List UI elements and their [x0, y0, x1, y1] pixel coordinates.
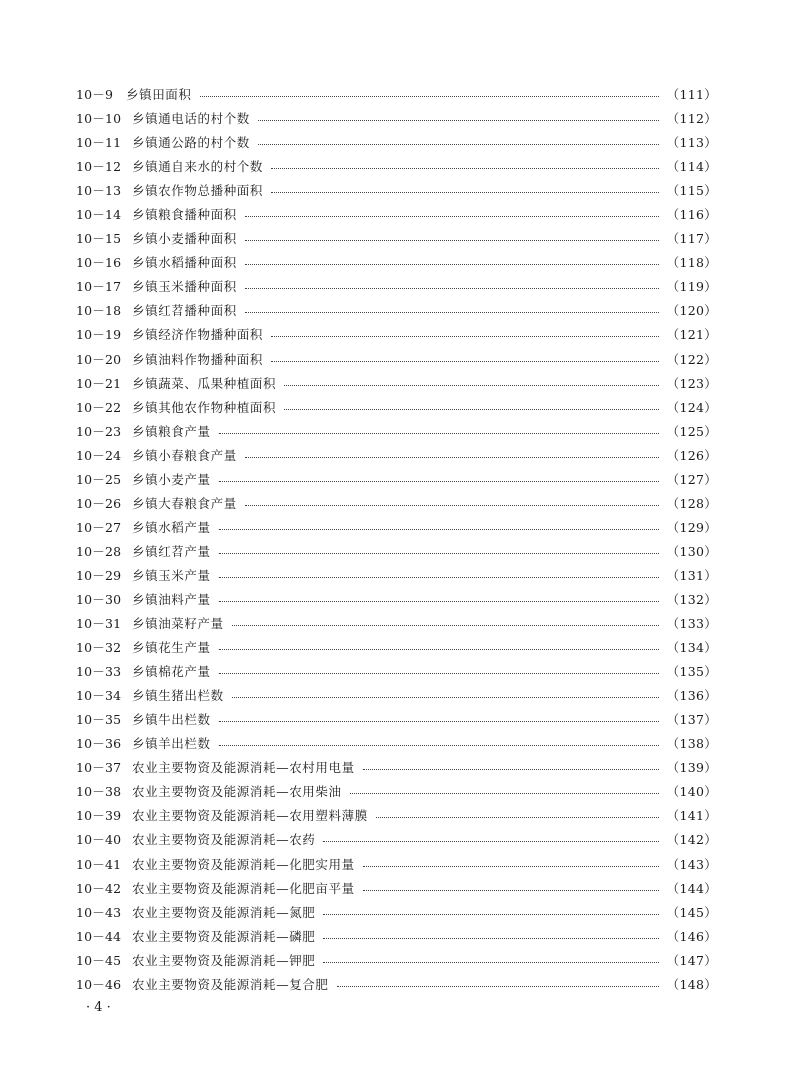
dot-leader — [323, 913, 658, 915]
toc-entry[interactable] — [76, 827, 717, 851]
toc-entry[interactable] — [76, 491, 717, 515]
toc-entry-title: 乡镇水稻产量 — [132, 519, 211, 535]
toc-entry-number: 10－41 — [76, 856, 122, 872]
toc-entry[interactable] — [76, 371, 717, 395]
dot-leader — [363, 768, 659, 770]
toc-entry-number: 10－12 — [76, 159, 122, 175]
dot-leader — [219, 648, 659, 650]
toc-entry-title: 农业主要物资及能源消耗—复合肥 — [132, 976, 329, 992]
toc-entry[interactable] — [76, 539, 717, 563]
toc-entry-number: 10－18 — [76, 303, 122, 319]
toc-entry-number: 10－11 — [76, 135, 122, 151]
toc-entry-number: 10－46 — [76, 976, 122, 992]
toc-entry[interactable] — [76, 900, 717, 924]
dot-leader — [219, 600, 659, 602]
toc-entry-page: （135） — [666, 664, 717, 680]
toc-entry-number: 10－35 — [76, 712, 122, 728]
toc-entry-number: 10－29 — [76, 567, 122, 583]
toc-entry-title: 农业主要物资及能源消耗—化肥实用量 — [132, 856, 355, 872]
toc-entry-number: 10－33 — [76, 664, 122, 680]
toc-entry[interactable] — [76, 250, 717, 274]
toc-entry-page: （138） — [666, 736, 717, 752]
dot-leader — [376, 816, 659, 818]
dot-leader — [323, 961, 658, 963]
toc-entry-title: 乡镇棉花产量 — [132, 664, 211, 680]
toc-entry-page: （128） — [666, 495, 717, 511]
toc-entry-title: 乡镇羊出栏数 — [132, 736, 211, 752]
toc-entry[interactable] — [76, 226, 717, 250]
toc-entry[interactable] — [76, 563, 717, 587]
toc-entry-title: 乡镇油料作物播种面积 — [132, 351, 264, 367]
toc-entry-number: 10－30 — [76, 592, 122, 607]
dot-leader — [219, 480, 659, 482]
toc-entry[interactable] — [76, 130, 717, 154]
toc-entry-page: （111） — [666, 87, 717, 103]
toc-entry-title: 乡镇水稻播种面积 — [132, 255, 237, 271]
toc-entry-title: 农业主要物资及能源消耗—磷肥 — [132, 928, 316, 944]
dot-leader — [363, 865, 659, 867]
toc-entry[interactable] — [76, 635, 717, 659]
toc-entry-number: 10－25 — [76, 471, 122, 487]
toc-entry[interactable] — [76, 395, 717, 419]
toc-entry-title: 农业主要物资及能源消耗—农药 — [132, 832, 316, 848]
toc-entry-title: 乡镇油料产量 — [132, 592, 211, 607]
dot-leader — [219, 720, 659, 722]
toc-entry-title: 乡镇田面积 — [126, 87, 192, 103]
toc-entry[interactable] — [76, 924, 717, 948]
toc-entry-title: 乡镇通电话的村个数 — [132, 111, 250, 127]
dot-leader — [219, 576, 659, 578]
toc-entry[interactable] — [76, 852, 717, 876]
toc-entry-title: 乡镇红苕产量 — [132, 543, 211, 559]
toc-entry-page: （147） — [666, 952, 717, 968]
toc-entry-title: 乡镇经济作物播种面积 — [132, 327, 264, 343]
toc-entry-title: 农业主要物资及能源消耗—农用塑料薄膜 — [132, 808, 368, 824]
dot-leader — [219, 432, 659, 434]
toc-entry-page: （126） — [666, 447, 717, 463]
toc-entry-title: 乡镇小麦产量 — [132, 471, 211, 487]
toc-entry-number: 10－39 — [76, 808, 122, 824]
toc-entry-number: 10－28 — [76, 543, 122, 559]
toc-entry-number: 10－34 — [76, 688, 122, 704]
toc-entry-number: 10－24 — [76, 447, 122, 463]
dot-leader — [323, 937, 658, 939]
toc-entry-page: （127） — [666, 471, 717, 487]
toc-entry-title: 农业主要物资及能源消耗—钾肥 — [132, 952, 316, 968]
toc-entry-title: 乡镇牛出栏数 — [132, 712, 211, 728]
toc-entry-number: 10－44 — [76, 928, 122, 944]
toc-entry-number: 10－38 — [76, 784, 122, 800]
toc-entry-page: （145） — [666, 904, 717, 920]
toc-entry-number: 10－37 — [76, 760, 122, 776]
toc-entry-page: （144） — [666, 880, 717, 896]
dot-leader — [232, 696, 659, 698]
toc-entry-title: 乡镇通自来水的村个数 — [132, 159, 264, 175]
toc-entry-title: 乡镇小春粮食产量 — [132, 447, 237, 463]
toc-entry-title: 乡镇大春粮食产量 — [132, 495, 237, 511]
toc-entry-title: 乡镇通公路的村个数 — [132, 135, 250, 151]
toc-entry-page: （125） — [666, 423, 717, 439]
toc-entry[interactable] — [76, 515, 717, 539]
toc-entry[interactable] — [76, 587, 717, 611]
toc-entry-title: 乡镇其他农作物种植面积 — [132, 399, 277, 415]
dot-leader — [245, 456, 659, 458]
dot-leader — [271, 360, 659, 362]
toc-entry-title: 农业主要物资及能源消耗—农村用电量 — [132, 760, 355, 776]
toc-entry-page: （139） — [666, 760, 717, 776]
toc-entry[interactable] — [76, 683, 717, 707]
toc-entry[interactable] — [76, 178, 717, 202]
toc-entry-number: 10－27 — [76, 519, 122, 535]
toc-entry-page: （129） — [666, 519, 717, 535]
toc-entry-number: 10－9 — [76, 87, 114, 103]
toc-entry[interactable] — [76, 948, 717, 972]
toc-entry-page: （143） — [666, 856, 717, 872]
dot-leader — [200, 95, 659, 97]
toc-entry[interactable] — [76, 419, 717, 443]
toc-entry-page: （146） — [666, 928, 717, 944]
dot-leader — [284, 384, 659, 386]
page-number: · 4 · — [86, 1000, 111, 1015]
toc-entry[interactable] — [76, 755, 717, 779]
toc-entry[interactable] — [76, 731, 717, 755]
toc-entry-page: （136） — [666, 688, 717, 704]
dot-leader — [219, 552, 659, 554]
toc-entry-page: （119） — [666, 279, 717, 295]
dot-leader — [271, 167, 659, 169]
toc-entry-title: 农业主要物资及能源消耗—农用柴油 — [132, 784, 342, 800]
toc-entry-title: 乡镇生猪出栏数 — [132, 688, 224, 704]
toc-entry-title: 乡镇玉米播种面积 — [132, 279, 237, 295]
toc-entry[interactable] — [76, 467, 717, 491]
toc-entry-number: 10－17 — [76, 279, 122, 295]
toc-entry-number: 10－16 — [76, 255, 122, 271]
toc-entry-number: 10－42 — [76, 880, 122, 896]
toc-entry-number: 10－22 — [76, 399, 122, 415]
toc-entry-page: （113） — [666, 135, 717, 151]
toc-entry-number: 10－31 — [76, 616, 122, 632]
toc-entry-number: 10－45 — [76, 952, 122, 968]
toc-entry-page: （130） — [666, 543, 717, 559]
dot-leader — [271, 191, 659, 193]
toc-entry[interactable] — [76, 972, 717, 996]
toc-entry-page: （121） — [666, 327, 717, 343]
toc-entry-page: （124） — [666, 399, 717, 415]
toc-entry-title: 乡镇玉米产量 — [132, 567, 211, 583]
toc-entry-page: （123） — [666, 375, 717, 391]
toc-entry-title: 乡镇蔬菜、瓜果种植面积 — [132, 375, 277, 391]
toc-entry[interactable] — [76, 707, 717, 731]
toc-entry[interactable] — [76, 443, 717, 467]
toc-entry-page: （133） — [666, 616, 717, 632]
toc-entry-number: 10－40 — [76, 832, 122, 848]
toc-entry-title: 乡镇农作物总播种面积 — [132, 183, 264, 199]
dot-leader — [245, 311, 659, 313]
toc-entry-page: （118） — [666, 255, 717, 271]
toc-entry-page: （115） — [666, 183, 717, 199]
toc-entry[interactable] — [76, 322, 717, 346]
dot-leader — [363, 889, 659, 891]
toc-entry-page: （131） — [666, 567, 717, 583]
toc-entry[interactable] — [76, 876, 717, 900]
toc-entry-number: 10－20 — [76, 351, 122, 367]
toc-entry-title: 乡镇油菜籽产量 — [132, 616, 224, 632]
toc-entry-page: （141） — [666, 808, 717, 824]
toc-entry-page: （117） — [666, 231, 717, 247]
toc-entry-number: 10－23 — [76, 423, 122, 439]
toc-entry-page: （116） — [666, 207, 717, 223]
dot-leader — [245, 287, 659, 289]
toc-entry-title: 乡镇小麦播种面积 — [132, 231, 237, 247]
dot-leader — [245, 504, 659, 506]
toc-entry-number: 10－13 — [76, 183, 122, 199]
toc-entry[interactable] — [76, 274, 717, 298]
toc-entry-number: 10－19 — [76, 327, 122, 343]
toc-entry[interactable] — [76, 298, 717, 322]
toc-entry-number: 10－10 — [76, 111, 122, 127]
dot-leader — [219, 672, 659, 674]
toc-entry-page: （134） — [666, 640, 717, 656]
dot-leader — [323, 840, 658, 842]
toc-entry-number: 10－32 — [76, 640, 122, 656]
dot-leader — [284, 408, 659, 410]
toc-entry[interactable] — [76, 803, 717, 827]
toc-entry-title: 农业主要物资及能源消耗—氮肥 — [132, 904, 316, 920]
toc-entry-title: 农业主要物资及能源消耗—化肥亩平量 — [132, 880, 355, 896]
toc-entry-title: 乡镇粮食播种面积 — [132, 207, 237, 223]
toc-entry-page: （140） — [666, 784, 717, 800]
dot-leader — [245, 215, 659, 217]
toc-entry-page: （120） — [666, 303, 717, 319]
toc-entry[interactable] — [76, 779, 717, 803]
dot-leader — [258, 119, 659, 121]
dot-leader — [219, 744, 659, 746]
toc-entry-page: （114） — [666, 159, 717, 175]
dot-leader — [232, 624, 659, 626]
toc-entry-number: 10－14 — [76, 207, 122, 223]
toc-entry-title: 乡镇花生产量 — [132, 640, 211, 656]
toc-entry-number: 10－36 — [76, 736, 122, 752]
toc-entry[interactable] — [76, 611, 717, 635]
dot-leader — [337, 985, 659, 987]
toc-entry-page: （137） — [666, 712, 717, 728]
toc-entry[interactable] — [76, 202, 717, 226]
toc-entry-title: 乡镇红苕播种面积 — [132, 303, 237, 319]
toc-entry-page: （132） — [666, 592, 717, 607]
toc-entry-title: 乡镇粮食产量 — [132, 423, 211, 439]
toc-entry[interactable] — [76, 659, 717, 683]
toc-entry-page: （122） — [666, 351, 717, 367]
dot-leader — [271, 335, 659, 337]
dot-leader — [350, 792, 659, 794]
toc-entry[interactable] — [76, 347, 717, 371]
dot-leader — [258, 143, 659, 145]
toc-entry-page: （142） — [666, 832, 717, 848]
toc-entry-number: 10－26 — [76, 495, 122, 511]
toc-entry[interactable] — [76, 154, 717, 178]
toc-entry-number: 10－15 — [76, 231, 122, 247]
toc-entry-number: 10－43 — [76, 904, 122, 920]
toc-entry[interactable] — [76, 106, 717, 130]
dot-leader — [219, 528, 659, 530]
table-of-contents — [76, 82, 717, 996]
toc-entry[interactable] — [76, 82, 717, 106]
toc-entry-number: 10－21 — [76, 375, 122, 391]
toc-entry-page: （112） — [666, 111, 717, 127]
toc-entry-page: （148） — [666, 976, 717, 992]
dot-leader — [245, 239, 659, 241]
dot-leader — [245, 263, 659, 265]
